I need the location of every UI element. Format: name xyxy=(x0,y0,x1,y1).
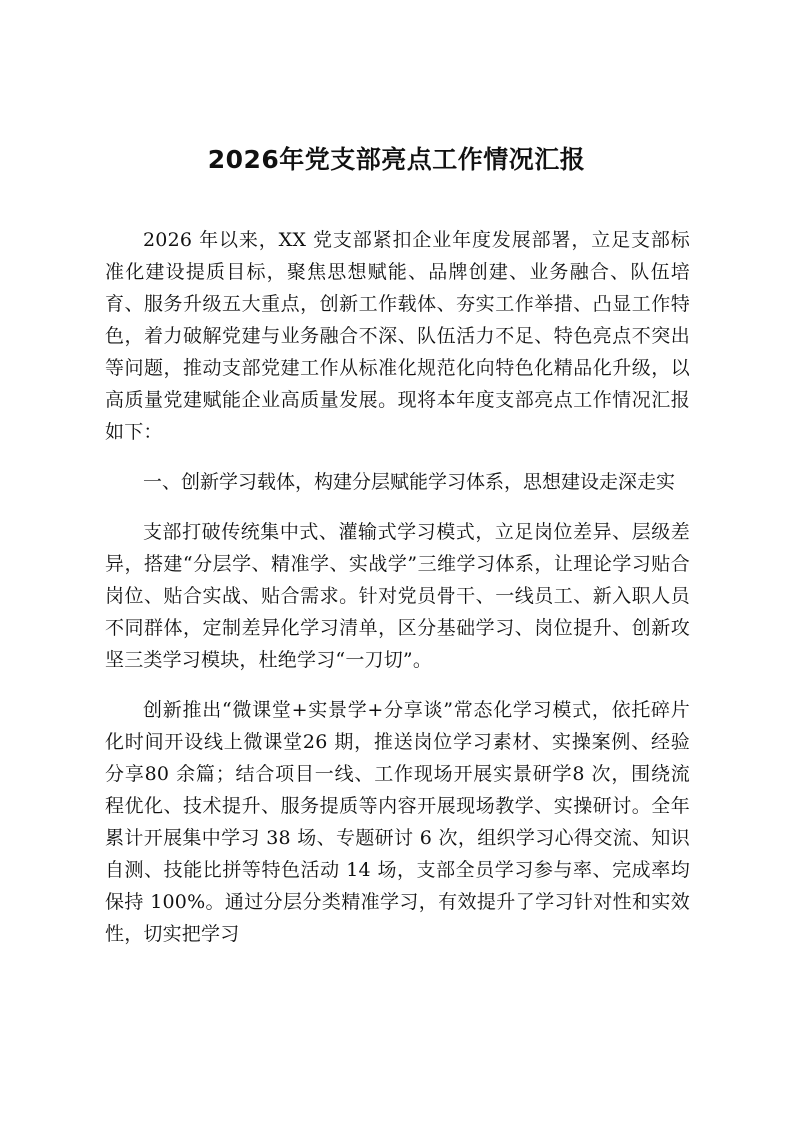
document-title: 2026年党支部亮点工作情况汇报 xyxy=(207,145,586,174)
section-heading-1: 一、创新学习载体，构建分层赋能学习体系，思想建设走深走实 xyxy=(143,471,676,493)
document-body xyxy=(105,224,690,950)
section-1-paragraph-1: 支部打破传统集中式、灌输式学习模式，立足岗位差异、层级差异，搭建“分层学、精准学、实战学”三维学习体系，让理论学习贴合岗位、贴合实战、贴合需求。针对党员骨干、一线员工、新入职人员不同群体，定制差异化学习清单，区分基础学习、岗位提升、创新攻坚三类学习模块，杜绝学习“一刀切”。 xyxy=(105,521,690,671)
paragraph-gap xyxy=(105,498,690,516)
section-1-paragraph-2: 创新推出“微课堂+实景学+分享谈”常态化学习模式，依托碎片化时间开设线上微课堂26 期，推送岗位学习素材、实操案例、经验分享80 余篇；结合项目一线、工作现场开展实景研学8 次，围绕流程优化、技术提升、服务提质等内容开展现场教学、实操研讨。全年累计开展集中学习 38 场、专题研讨 6 次，组织学习心得交流、知识自测、技能比拼等特色活动 14 场，支部全员学习参与率、完成率均保持 100%。通过分层分类精准学习，有效提升了学习针对性和实效性，切实把学习 xyxy=(105,699,690,945)
paragraph-gap xyxy=(105,676,690,694)
paragraph-gap xyxy=(105,448,690,466)
intro-paragraph: 2026 年以来，XX 党支部紧扣企业年度发展部署，立足支部标准化建设提质目标，聚焦思想赋能、品牌创建、业务融合、队伍培育、服务升级五大重点，创新工作载体、夯实工作举措、凸显工作特色，着力破解党建与业务融合不深、队伍活力不足、特色亮点不突出等问题，推动支部党建工作从标准化规范化向特色化精品化升级，以高质量党建赋能企业高质量发展。现将本年度支部亮点工作情况汇报如下： xyxy=(105,229,690,443)
